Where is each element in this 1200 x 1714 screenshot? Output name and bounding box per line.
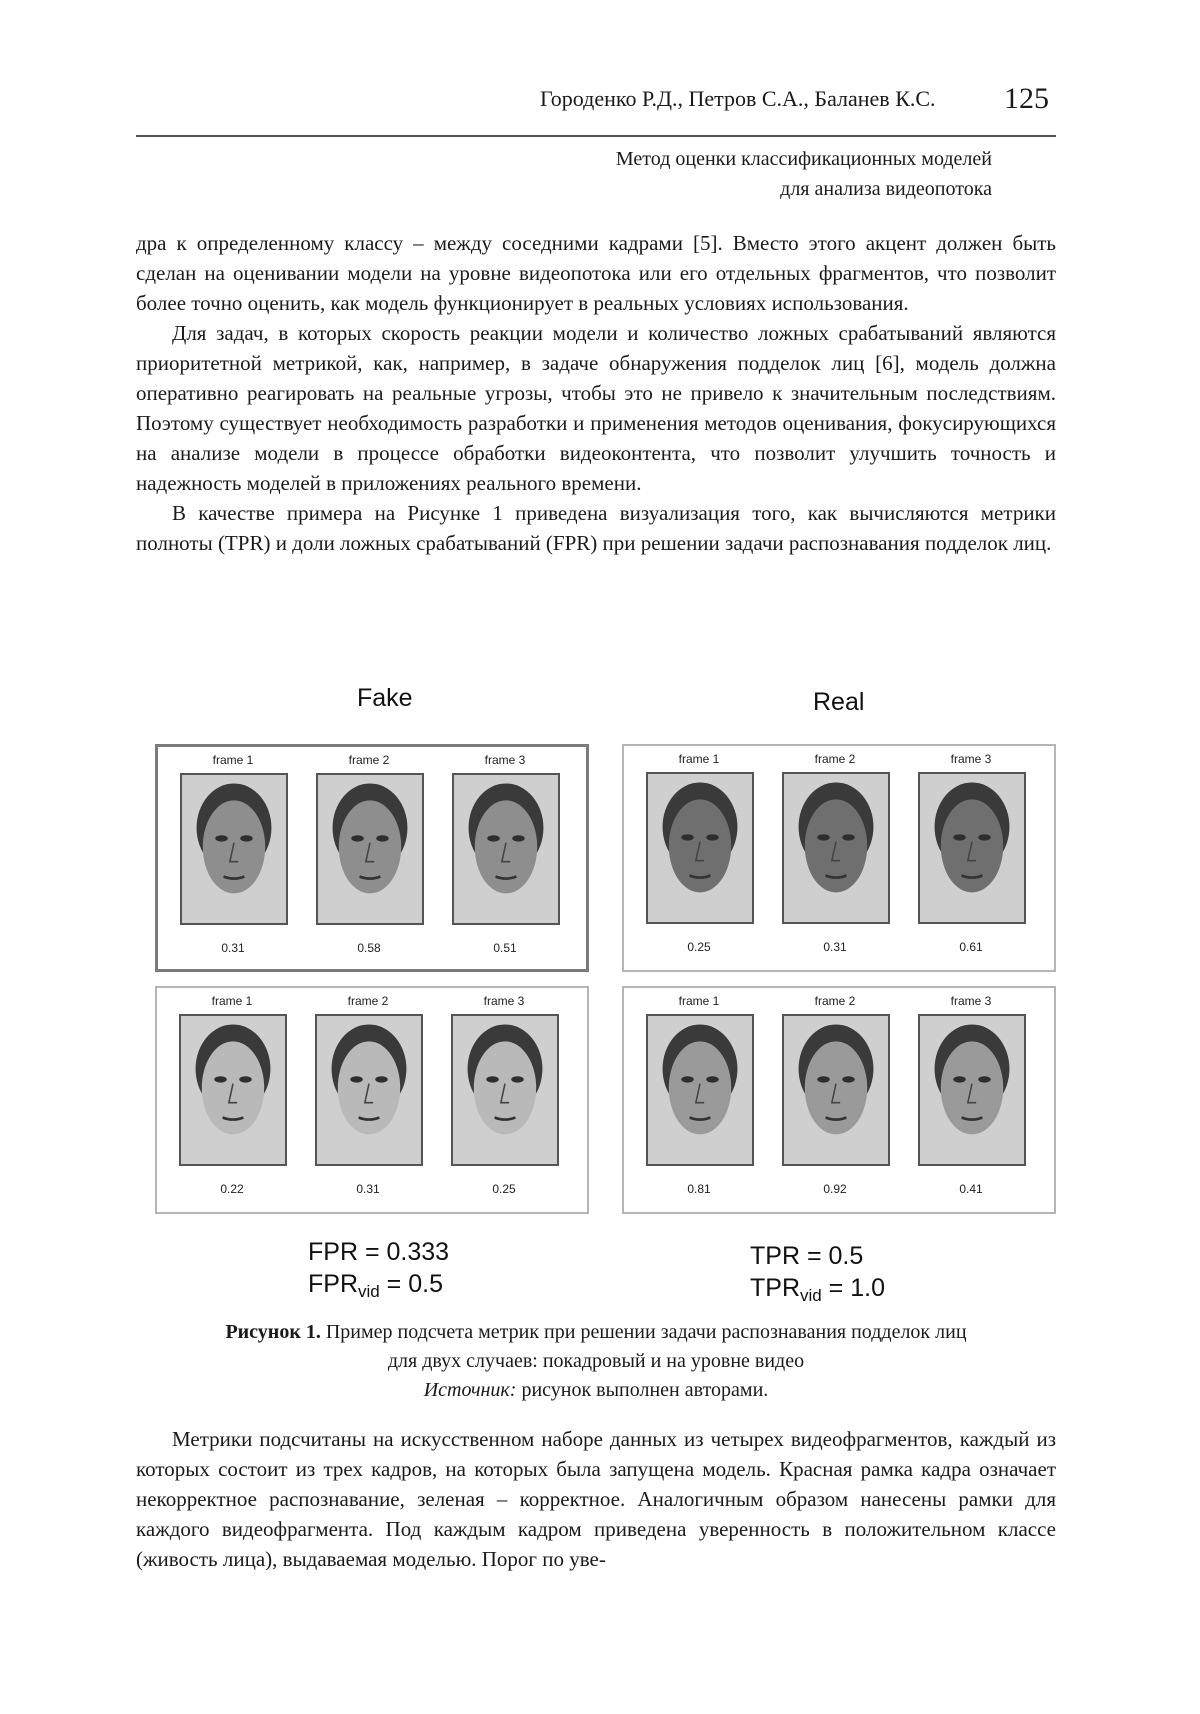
running-title-line1: Метод оценки классификационных моделей bbox=[615, 148, 992, 170]
panel-real-top bbox=[622, 744, 1056, 972]
confidence-score: 0.58 bbox=[357, 941, 381, 955]
header-authors: Городенко Р.Д., Петров С.А., Баланев К.С. bbox=[540, 86, 936, 111]
caption-label: Рисунок 1. bbox=[225, 1321, 321, 1343]
tpr-metrics bbox=[750, 1240, 885, 1312]
paragraph-3: В качестве примера на Рисунке 1 приведена визуализация того, как вычисляются метрики полноты (TPR) и доли ложных срабатываний (FPR) при решении задачи распознавания подделок лиц. bbox=[136, 501, 1056, 555]
panel-real-bottom bbox=[622, 986, 1056, 1214]
fpr-vid-main: FPR bbox=[308, 1270, 358, 1298]
paragraph-1: дра к определенному классу – между соседними кадрами [5]. Вместо этого акцент должен быть сделан на оценивании модели на уровне видеопотока или его отдельных фрагментов, что позволит более точно оценить, как модель функционирует в реальных условиях использования. bbox=[136, 231, 1056, 315]
frame-label: frame 2 bbox=[348, 753, 390, 767]
running-title bbox=[292, 144, 992, 204]
caption-source-text: рисунок выполнен авторами. bbox=[516, 1379, 769, 1401]
frame-label: frame 3 bbox=[950, 994, 992, 1008]
face-image bbox=[315, 1014, 423, 1166]
face-image bbox=[452, 773, 560, 925]
face-image bbox=[646, 1014, 754, 1166]
panel-fake-top bbox=[155, 744, 589, 972]
face-image bbox=[782, 1014, 890, 1166]
caption-line1 bbox=[136, 1318, 1056, 1347]
tpr-vid-main: TPR bbox=[750, 1274, 800, 1302]
frame-label: frame 3 bbox=[483, 994, 525, 1008]
confidence-score: 0.25 bbox=[687, 940, 711, 954]
frame-label: frame 1 bbox=[678, 994, 720, 1008]
face-image bbox=[918, 1014, 1026, 1166]
caption-source-label: Источник: bbox=[423, 1379, 517, 1401]
fpr-vid-sub: vid bbox=[358, 1282, 380, 1301]
paragraph-4: Метрики подсчитаны на искусственном наборе данных из четырех видеофрагментов, каждый из которых состоит из трех кадров, на которых была запущена модель. Красная рамка кадра означает некорректное распознавание, зеленая – корректное. Аналогичным образом нанесены рамки для каждого видеофрагмента. Под каждым кадром приведена уверенность в положительном классе (живость лица), выдаваемая моделью. Порог по уве- bbox=[136, 1427, 1056, 1571]
face-image bbox=[180, 773, 288, 925]
caption-text-line2: для двух случаев: покадровый и на уровне видео bbox=[387, 1350, 805, 1372]
face-image bbox=[918, 772, 1026, 924]
tpr-vid-sub: vid bbox=[800, 1286, 822, 1305]
real-column-label: Real bbox=[813, 688, 865, 716]
confidence-score: 0.81 bbox=[687, 1182, 711, 1196]
tpr-vid-number: = 1.0 bbox=[821, 1274, 885, 1302]
frame-label: frame 3 bbox=[950, 752, 992, 766]
body-text-bottom bbox=[136, 1424, 1056, 1574]
face-image bbox=[179, 1014, 287, 1166]
confidence-score: 0.31 bbox=[356, 1182, 380, 1196]
face-image bbox=[646, 772, 754, 924]
page-number: 125 bbox=[1004, 82, 1049, 115]
paragraph-2: Для задач, в которых скорость реакции модели и количество ложных срабатываний являются приоритетной метрикой, как, например, в задаче обнаружения подделок лиц [6], модель должна оперативно реагировать на реальные угрозы, чтобы это не привело к значительным последствиям. Поэтому существует необходимость разработки и применения методов оценивания, фокусирующихся на анализе модели в процессе обработки видеоконтента, что позволит улучшить точность и надежность моделей в приложениях реального времени. bbox=[136, 321, 1056, 495]
frame-label: frame 2 bbox=[814, 752, 856, 766]
frame-label: frame 2 bbox=[814, 994, 856, 1008]
confidence-score: 0.22 bbox=[220, 1182, 244, 1196]
frame-label: frame 1 bbox=[212, 753, 254, 767]
confidence-score: 0.61 bbox=[959, 940, 983, 954]
caption-text-line1: Пример подсчета метрик при решении задачи распознавания подделок лиц bbox=[320, 1321, 967, 1343]
panel-fake-bottom bbox=[155, 986, 589, 1214]
confidence-score: 0.25 bbox=[492, 1182, 516, 1196]
frame-label: frame 1 bbox=[678, 752, 720, 766]
face-image bbox=[451, 1014, 559, 1166]
caption-source bbox=[136, 1376, 1056, 1405]
confidence-score: 0.41 bbox=[959, 1182, 983, 1196]
fpr-vid-value bbox=[308, 1268, 449, 1308]
running-title-line2: для анализа видеопотока bbox=[780, 178, 992, 200]
confidence-score: 0.31 bbox=[823, 940, 847, 954]
confidence-score: 0.92 bbox=[823, 1182, 847, 1196]
fake-column-label: Fake bbox=[357, 684, 413, 712]
fpr-vid-number: = 0.5 bbox=[379, 1270, 443, 1298]
frame-label: frame 2 bbox=[347, 994, 389, 1008]
tpr-value: TPR = 0.5 bbox=[750, 1242, 864, 1270]
face-image bbox=[316, 773, 424, 925]
face-image bbox=[782, 772, 890, 924]
frame-label: frame 3 bbox=[484, 753, 526, 767]
header-rule bbox=[136, 135, 1056, 137]
fpr-metrics bbox=[308, 1236, 449, 1308]
fpr-value: FPR = 0.333 bbox=[308, 1238, 450, 1266]
confidence-score: 0.31 bbox=[221, 941, 245, 955]
figure-caption bbox=[136, 1318, 1056, 1405]
confidence-score: 0.51 bbox=[493, 941, 517, 955]
frame-label: frame 1 bbox=[211, 994, 253, 1008]
body-text-top bbox=[136, 228, 1056, 558]
tpr-vid-value bbox=[750, 1272, 885, 1312]
